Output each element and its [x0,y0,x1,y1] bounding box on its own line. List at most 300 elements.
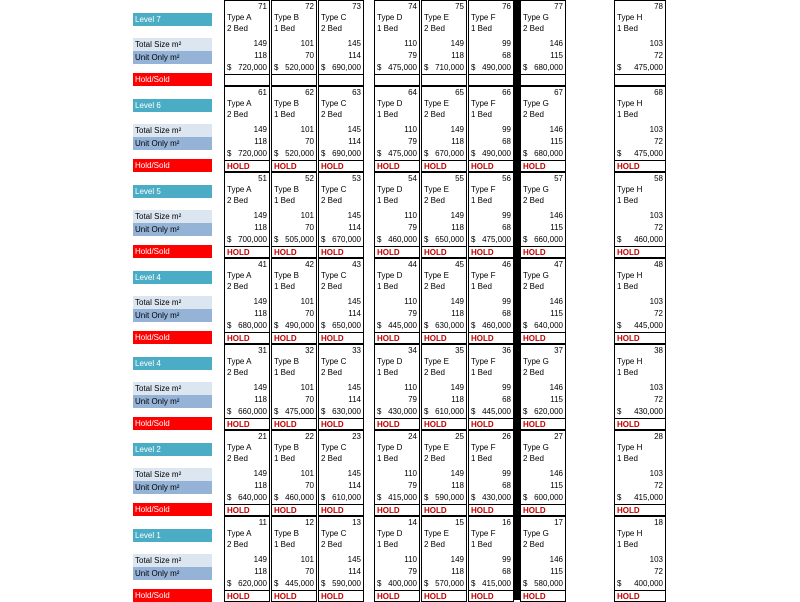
unit-cell[interactable] [614,344,666,430]
unit-cell[interactable] [520,172,566,258]
unit-cell[interactable] [224,344,270,430]
price-value: 600,000 [534,493,563,502]
status-text: HOLD [523,592,546,601]
price-value: 610,000 [435,407,464,416]
unit-cell[interactable] [468,172,514,258]
unit-only-value: 118 [254,395,267,404]
unit-only-value: 68 [502,567,511,576]
currency-symbol: $ [617,63,622,72]
total-size-value: 145 [347,125,361,134]
bed-count: 1 Bed [617,196,638,205]
price-value: 475,000 [285,407,314,416]
unit-number: 53 [352,174,361,183]
total-size-label: Total Size m² [133,38,212,51]
unit-cell[interactable] [614,86,666,172]
cell-divider [422,74,466,75]
unit-cell[interactable] [224,258,270,344]
total-size-value: 145 [347,297,361,306]
unit-only-value: 72 [654,223,663,232]
total-size-value: 146 [549,39,563,48]
status-text: HOLD [274,506,297,515]
unit-type: Type A [227,443,252,452]
unit-cell[interactable] [374,516,420,602]
currency-symbol: $ [471,321,476,330]
unit-only-value: 118 [451,223,464,232]
price-value: 630,000 [332,407,361,416]
unit-only-value: 118 [254,567,267,576]
cell-divider [272,74,316,75]
unit-type: Type A [227,271,252,280]
total-size-label: Total Size m² [133,468,212,481]
unit-cell[interactable] [614,430,666,516]
status-text: HOLD [617,592,640,601]
bed-count: 1 Bed [471,540,492,549]
cell-divider [319,74,363,75]
currency-symbol: $ [321,407,326,416]
unit-only-label: Unit Only m² [133,567,212,580]
unit-type: Type H [617,13,643,22]
currency-symbol: $ [617,321,622,330]
total-size-value: 110 [404,297,417,306]
bed-count: 1 Bed [274,196,295,205]
unit-only-value: 115 [550,137,563,146]
unit-only-value: 115 [550,309,563,318]
unit-type: Type H [617,99,643,108]
unit-cell[interactable] [271,172,317,258]
unit-number: 21 [258,432,267,441]
total-size-value: 149 [450,383,464,392]
unit-cell[interactable] [520,258,566,344]
unit-type: Type B [274,443,299,452]
price-value: 400,000 [634,579,663,588]
unit-only-value: 115 [550,567,563,576]
total-size-value: 145 [347,211,361,220]
unit-cell[interactable] [271,86,317,172]
unit-only-value: 114 [348,395,361,404]
unit-cell[interactable] [421,172,467,258]
total-size-value: 149 [253,125,267,134]
total-size-value: 145 [347,383,361,392]
price-value: 430,000 [482,493,511,502]
status-text: HOLD [471,334,494,343]
price-value: 475,000 [634,149,663,158]
unit-cell[interactable] [374,172,420,258]
unit-cell[interactable] [374,258,420,344]
unit-cell[interactable] [374,430,420,516]
currency-symbol: $ [424,579,429,588]
level-label: Level 4 [133,357,212,370]
level-band [0,0,800,86]
total-size-value: 101 [300,383,314,392]
currency-symbol: $ [617,407,622,416]
unit-number: 67 [554,88,563,97]
unit-type: Type D [377,357,403,366]
unit-only-value: 114 [348,481,361,490]
price-value: 620,000 [238,579,267,588]
currency-symbol: $ [424,63,429,72]
unit-only-label: Unit Only m² [133,137,212,150]
hold-sold-label: Hold/Sold [133,159,212,172]
status-text: HOLD [227,334,250,343]
unit-cell[interactable] [468,344,514,430]
unit-only-value: 72 [654,51,663,60]
bed-count: 1 Bed [617,368,638,377]
unit-number: 38 [654,346,663,355]
price-value: 460,000 [285,493,314,502]
unit-cell[interactable] [224,172,270,258]
status-text: HOLD [377,506,400,515]
total-size-value: 149 [253,211,267,220]
hold-sold-label: Hold/Sold [133,503,212,516]
unit-only-value: 114 [348,137,361,146]
unit-cell[interactable] [520,430,566,516]
unit-number: 55 [455,174,464,183]
price-value: 445,000 [634,321,663,330]
unit-cell[interactable] [224,516,270,602]
unit-number: 27 [554,432,563,441]
price-value: 490,000 [482,63,511,72]
unit-number: 11 [258,518,267,527]
total-size-value: 149 [450,39,464,48]
level-label: Level 6 [133,99,212,112]
bed-count: 2 Bed [321,540,342,549]
unit-cell[interactable] [318,430,364,516]
unit-cell[interactable] [374,86,420,172]
unit-only-value: 70 [305,481,314,490]
unit-cell[interactable] [224,0,270,86]
unit-only-value: 118 [254,223,267,232]
status-text: HOLD [424,506,447,515]
status-text: HOLD [617,420,640,429]
total-size-value: 149 [253,297,267,306]
unit-type: Type E [424,13,449,22]
total-size-value: 149 [253,469,267,478]
bed-count: 2 Bed [321,196,342,205]
price-value: 670,000 [332,235,361,244]
price-value: 660,000 [238,407,267,416]
unit-cell[interactable] [421,516,467,602]
unit-only-label: Unit Only m² [133,481,212,494]
unit-cell[interactable] [421,0,467,86]
price-value: 505,000 [285,235,314,244]
bed-count: 1 Bed [377,282,398,291]
unit-cell[interactable] [468,516,514,602]
status-text: HOLD [227,592,250,601]
currency-symbol: $ [471,579,476,588]
unit-type: Type B [274,529,299,538]
unit-type: Type F [471,271,496,280]
unit-cell[interactable] [421,430,467,516]
total-size-label: Total Size m² [133,124,212,137]
currency-symbol: $ [471,149,476,158]
unit-type: Type D [377,443,403,452]
currency-symbol: $ [523,407,528,416]
price-value: 475,000 [482,235,511,244]
unit-number: 33 [352,346,361,355]
currency-symbol: $ [377,493,382,502]
unit-cell[interactable] [614,172,666,258]
status-text: HOLD [424,592,447,601]
unit-number: 31 [258,346,267,355]
total-size-value: 99 [502,469,511,478]
total-size-value: 149 [253,555,267,564]
unit-cell[interactable] [520,0,566,86]
unit-only-value: 72 [654,481,663,490]
level-label: Level 4 [133,271,212,284]
unit-type: Type C [321,271,347,280]
total-size-value: 149 [450,211,464,220]
price-value: 610,000 [332,493,361,502]
hold-sold-label: Hold/Sold [133,73,212,86]
unit-cell[interactable] [224,430,270,516]
currency-symbol: $ [523,321,528,330]
status-text: HOLD [227,248,250,257]
bed-count: 2 Bed [227,454,248,463]
unit-cell[interactable] [318,86,364,172]
unit-type: Type E [424,99,449,108]
bed-count: 2 Bed [523,368,544,377]
unit-type: Type F [471,529,496,538]
status-text: HOLD [424,420,447,429]
unit-type: Type F [471,357,496,366]
unit-only-value: 118 [451,137,464,146]
unit-only-value: 79 [408,395,417,404]
unit-number: 66 [502,88,511,97]
status-text: HOLD [321,334,344,343]
unit-type: Type C [321,99,347,108]
unit-cell[interactable] [271,0,317,86]
unit-only-value: 79 [408,137,417,146]
price-value: 690,000 [332,63,361,72]
total-size-value: 101 [300,555,314,564]
unit-cell[interactable] [614,0,666,86]
price-value: 430,000 [388,407,417,416]
hold-sold-label: Hold/Sold [133,589,212,602]
unit-only-value: 68 [502,223,511,232]
status-text: HOLD [274,162,297,171]
level-band [0,516,800,602]
unit-only-value: 68 [502,395,511,404]
total-size-value: 103 [649,39,663,48]
unit-cell[interactable] [374,0,420,86]
status-text: HOLD [471,162,494,171]
price-value: 710,000 [435,63,464,72]
unit-cell[interactable] [614,516,666,602]
currency-symbol: $ [377,579,382,588]
price-value: 520,000 [285,63,314,72]
status-text: HOLD [321,248,344,257]
status-text: HOLD [617,162,640,171]
unit-type: Type B [274,271,299,280]
currency-symbol: $ [274,407,279,416]
unit-cell[interactable] [520,344,566,430]
level-label: Level 5 [133,185,212,198]
bed-count: 1 Bed [274,24,295,33]
total-size-value: 145 [347,555,361,564]
unit-type: Type E [424,529,449,538]
price-value: 690,000 [332,149,361,158]
unit-cell[interactable] [271,516,317,602]
unit-type: Type H [617,357,643,366]
unit-only-value: 118 [254,51,267,60]
unit-only-value: 68 [502,309,511,318]
cell-divider [225,74,269,75]
price-value: 400,000 [388,579,417,588]
currency-symbol: $ [227,235,232,244]
unit-cell[interactable] [374,344,420,430]
unit-number: 72 [305,2,314,11]
currency-symbol: $ [321,235,326,244]
unit-number: 45 [455,260,464,269]
bed-count: 1 Bed [471,110,492,119]
status-text: HOLD [227,506,250,515]
unit-number: 32 [305,346,314,355]
unit-type: Type C [321,357,347,366]
currency-symbol: $ [377,321,382,330]
status-text: HOLD [471,506,494,515]
unit-only-value: 118 [254,481,267,490]
price-value: 700,000 [238,235,267,244]
unit-cell[interactable] [224,86,270,172]
price-value: 445,000 [482,407,511,416]
total-size-value: 103 [649,555,663,564]
unit-cell[interactable] [421,86,467,172]
unit-type: Type G [523,271,549,280]
currency-symbol: $ [227,321,232,330]
unit-cell[interactable] [520,86,566,172]
unit-only-value: 118 [451,51,464,60]
total-size-value: 101 [300,211,314,220]
unit-number: 24 [408,432,417,441]
bed-count: 2 Bed [227,368,248,377]
total-size-value: 103 [649,211,663,220]
status-text: HOLD [523,162,546,171]
bed-count: 2 Bed [321,368,342,377]
currency-symbol: $ [471,235,476,244]
bed-count: 1 Bed [274,368,295,377]
bed-count: 1 Bed [377,540,398,549]
unit-cell[interactable] [318,516,364,602]
unit-cell[interactable] [318,172,364,258]
unit-only-value: 70 [305,309,314,318]
unit-cell[interactable] [468,0,514,86]
unit-cell[interactable] [318,344,364,430]
unit-cell[interactable] [421,258,467,344]
bed-count: 2 Bed [227,540,248,549]
unit-number: 54 [408,174,417,183]
bed-count: 1 Bed [471,24,492,33]
unit-number: 78 [654,2,663,11]
unit-only-value: 72 [654,137,663,146]
unit-type: Type B [274,185,299,194]
price-value: 490,000 [482,149,511,158]
unit-cell[interactable] [318,258,364,344]
bed-count: 2 Bed [424,454,445,463]
cell-divider [375,74,419,75]
unit-cell[interactable] [271,430,317,516]
unit-number: 57 [554,174,563,183]
unit-type: Type A [227,99,252,108]
status-text: HOLD [274,334,297,343]
currency-symbol: $ [471,63,476,72]
unit-type: Type D [377,529,403,538]
unit-cell[interactable] [468,430,514,516]
unit-number: 42 [305,260,314,269]
level-band [0,258,800,344]
unit-type: Type A [227,185,252,194]
total-size-label: Total Size m² [133,296,212,309]
status-text: HOLD [471,592,494,601]
total-size-value: 103 [649,297,663,306]
unit-number: 23 [352,432,361,441]
currency-symbol: $ [321,149,326,158]
bed-count: 2 Bed [227,282,248,291]
unit-only-value: 115 [550,395,563,404]
unit-cell[interactable] [520,516,566,602]
unit-type: Type B [274,99,299,108]
unit-number: 12 [305,518,314,527]
unit-cell[interactable] [468,258,514,344]
unit-type: Type C [321,185,347,194]
currency-symbol: $ [377,407,382,416]
total-size-value: 110 [404,39,417,48]
price-value: 660,000 [534,235,563,244]
status-text: HOLD [617,506,640,515]
bed-count: 2 Bed [321,454,342,463]
total-size-value: 99 [502,39,511,48]
unit-number: 36 [502,346,511,355]
currency-symbol: $ [523,63,528,72]
bed-count: 1 Bed [617,540,638,549]
level-band [0,172,800,258]
unit-cell[interactable] [271,258,317,344]
currency-symbol: $ [377,149,382,158]
unit-only-value: 72 [654,309,663,318]
unit-number: 71 [258,2,267,11]
unit-number: 17 [554,518,563,527]
bed-count: 1 Bed [471,368,492,377]
unit-number: 37 [554,346,563,355]
total-size-value: 149 [450,469,464,478]
unit-cell[interactable] [421,344,467,430]
unit-cell[interactable] [318,0,364,86]
total-size-value: 99 [502,383,511,392]
bed-count: 2 Bed [523,196,544,205]
total-size-value: 101 [300,297,314,306]
unit-only-value: 72 [654,395,663,404]
total-size-value: 99 [502,211,511,220]
unit-cell[interactable] [271,344,317,430]
unit-number: 52 [305,174,314,183]
unit-type: Type H [617,271,643,280]
unit-only-value: 118 [254,309,267,318]
total-size-value: 101 [300,469,314,478]
bed-count: 1 Bed [274,454,295,463]
unit-only-value: 68 [502,51,511,60]
unit-cell[interactable] [468,86,514,172]
unit-cell[interactable] [614,258,666,344]
unit-type: Type G [523,443,549,452]
bed-count: 1 Bed [471,282,492,291]
price-value: 620,000 [534,407,563,416]
currency-symbol: $ [274,235,279,244]
bed-count: 2 Bed [227,110,248,119]
unit-only-value: 118 [451,567,464,576]
unit-number: 28 [654,432,663,441]
currency-symbol: $ [274,493,279,502]
currency-symbol: $ [617,235,622,244]
price-value: 720,000 [238,63,267,72]
